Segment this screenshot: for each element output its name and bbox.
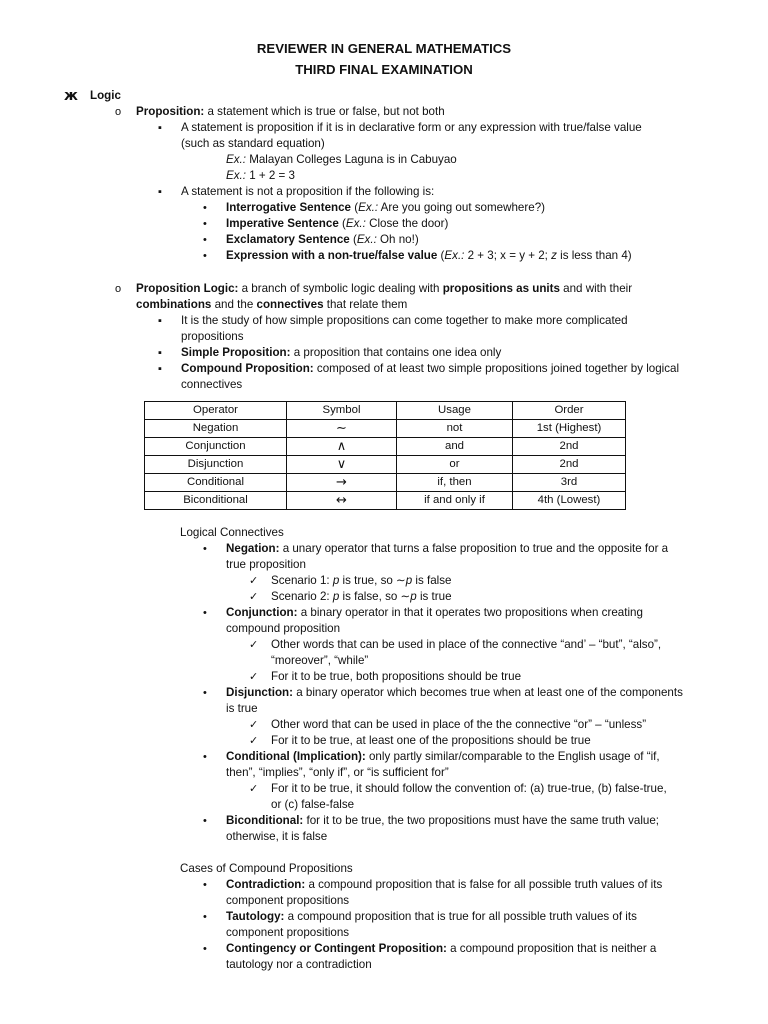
- case-l1: a compound proposition that is neither a: [446, 942, 657, 955]
- square-bullet-icon: ▪: [158, 363, 162, 375]
- table-row: [145, 456, 626, 474]
- checkmark-icon: ✓: [249, 670, 259, 683]
- bullet-icon: •: [203, 218, 207, 230]
- ex2-text: 1 + 2 = 3: [245, 169, 295, 182]
- negation-l2: true proposition: [226, 558, 306, 571]
- circle-bullet-icon: o: [115, 283, 122, 295]
- ex-label: Ex.:: [226, 153, 246, 166]
- conditional-term: Conditional (Implication):: [226, 750, 366, 763]
- example-2: [226, 168, 295, 184]
- bullet-icon: •: [203, 815, 207, 827]
- operators-table: [144, 401, 626, 510]
- disj-c1: Other word that can be used in place of the the connective “or” – “unless”: [271, 718, 647, 731]
- logical-connectives-heading: Logical Connectives: [180, 526, 284, 539]
- biconditional-l1: for it to be true, the two propositions must have the same truth value;: [303, 814, 660, 827]
- square-bullet-icon: ▪: [158, 347, 162, 359]
- checkmark-icon: ✓: [249, 574, 259, 587]
- is-proposition-line-1: A statement is proposition if it is in declarative form or any expression with true/false value: [181, 121, 642, 134]
- item-ex: Ex.:: [358, 201, 379, 214]
- list-item: [0, 248, 768, 264]
- proposition-def: a statement which is true or false, but not both: [204, 105, 445, 118]
- item-pre: (: [351, 201, 359, 214]
- cell: Conjunction: [145, 438, 287, 456]
- simple-prop-def: a proposition that contains one idea only: [290, 346, 502, 359]
- cell-symbol: ∧: [287, 438, 397, 456]
- conditional-l2: then”, “implies”, “only if”, or “is sufficient for”: [226, 766, 449, 779]
- s2p: p: [332, 590, 340, 603]
- case-term: Contingency or Contingent Proposition:: [226, 942, 447, 955]
- s2p2: p: [410, 590, 417, 603]
- s1a: Scenario 1:: [271, 574, 333, 587]
- conjunction-term: Conjunction:: [226, 606, 298, 619]
- item-term: Expression with a non-true/false value: [226, 249, 438, 262]
- cell: Biconditional: [145, 492, 287, 510]
- case-l2: component propositions: [226, 894, 350, 907]
- bullet-icon: •: [203, 234, 207, 246]
- conj-c1-l1: Other words that can be used in place of the connective “and’ – “but”, “also”,: [271, 638, 662, 651]
- pl-l2a: combinations: [136, 298, 212, 311]
- item-term: Imperative Sentence: [226, 217, 339, 230]
- item-z: z: [551, 249, 557, 262]
- cell: Conditional: [145, 474, 287, 492]
- pl-l2c: connectives: [256, 298, 324, 311]
- header-order: Order: [513, 402, 626, 420]
- case-term: Tautology:: [226, 910, 285, 923]
- disjunction-l2: is true: [226, 702, 258, 715]
- conjunction-l1: a binary operator in that it operates two propositions when creating: [297, 606, 643, 619]
- cell: Negation: [145, 420, 287, 438]
- s1p: p: [332, 574, 340, 587]
- checkmark-icon: ✓: [249, 734, 259, 747]
- checkmark-icon: ✓: [249, 718, 259, 731]
- s1b: is true, so ∼: [339, 574, 406, 587]
- is-proposition-line-2: (such as standard equation): [181, 137, 325, 150]
- butterfly-bullet-icon: ж: [64, 88, 78, 104]
- checkmark-icon: ✓: [249, 590, 259, 603]
- ex-label: Ex.:: [226, 169, 246, 182]
- pl-l1c: and with their: [559, 282, 633, 295]
- list-item: [0, 216, 768, 232]
- header-symbol: Symbol: [287, 402, 397, 420]
- case-l2: component propositions: [226, 926, 350, 939]
- bullet-icon: •: [203, 250, 207, 262]
- bullet-icon: •: [203, 911, 207, 923]
- case-term: Contradiction:: [226, 878, 306, 891]
- cell: if and only if: [397, 492, 513, 510]
- cell-symbol: ∨: [287, 456, 397, 474]
- conditional-l1: only partly similar/comparable to the English usage of “if,: [365, 750, 660, 763]
- square-bullet-icon: ▪: [158, 122, 162, 134]
- item-text: Close the door): [365, 217, 449, 230]
- item-pre: (: [349, 233, 357, 246]
- pl-l2d: that relate them: [323, 298, 408, 311]
- pl-l1a: a branch of symbolic logic dealing with: [238, 282, 443, 295]
- cond-c1-l1: For it to be true, it should follow the convention of: (a) true-true, (b) false-true,: [271, 782, 667, 795]
- conjunction-l2: compound proposition: [226, 622, 341, 635]
- s2a: Scenario 2:: [271, 590, 333, 603]
- cases-heading: Cases of Compound Propositions: [180, 862, 353, 875]
- negation-term: Negation:: [226, 542, 280, 555]
- item-ex: Ex.:: [444, 249, 465, 262]
- table-row: [145, 492, 626, 510]
- item-pre: (: [437, 249, 445, 262]
- table-header-row: [145, 402, 626, 420]
- list-item: [0, 200, 768, 216]
- cond-c1-l2: or (c) false-false: [271, 798, 355, 811]
- compound-prop-term: Compound Proposition:: [181, 362, 314, 375]
- disj-c2: For it to be true, at least one of the propositions should be true: [271, 734, 591, 747]
- bullet-icon: •: [203, 751, 207, 763]
- bullet-icon: •: [203, 687, 207, 699]
- cell: and: [397, 438, 513, 456]
- bullet-icon: •: [203, 943, 207, 955]
- square-bullet-icon: ▪: [158, 315, 162, 327]
- cell: if, then: [397, 474, 513, 492]
- proposition-term: Proposition:: [136, 105, 205, 118]
- case-l1: a compound proposition that is false for all possible truth values of its: [305, 878, 663, 891]
- cell-symbol: ↔: [287, 492, 397, 510]
- section-logic-title: Logic: [90, 89, 121, 102]
- table-row: [145, 438, 626, 456]
- pl-l1b: propositions as units: [442, 282, 560, 295]
- disjunction-term: Disjunction:: [226, 686, 293, 699]
- item-text: Oh no!): [376, 233, 419, 246]
- square-bullet-icon: ▪: [158, 186, 162, 198]
- disjunction-l1: a binary operator which becomes true when at least one of the components: [292, 686, 683, 699]
- s2c: is true: [416, 590, 452, 603]
- prop-logic-line-1: [136, 281, 724, 297]
- item-ex: Ex.:: [345, 217, 366, 230]
- cell-symbol: ∼: [287, 420, 397, 438]
- s2b: is false, so ∼: [339, 590, 411, 603]
- item-ex: Ex.:: [356, 233, 377, 246]
- prop-logic-term: Proposition Logic:: [136, 282, 239, 295]
- pl-b1-line-1: It is the study of how simple propositions can come together to make more complicated: [181, 314, 628, 327]
- pl-b1-line-2: propositions: [181, 330, 244, 343]
- item-text: 2 + 3; x = y + 2;: [464, 249, 552, 262]
- example-1: [226, 152, 457, 168]
- checkmark-icon: ✓: [249, 638, 259, 651]
- s1p2: p: [405, 574, 413, 587]
- cell: not: [397, 420, 513, 438]
- cell: 4th (Lowest): [513, 492, 626, 510]
- case-l2: tautology nor a contradiction: [226, 958, 372, 971]
- cell: Disjunction: [145, 456, 287, 474]
- cell-symbol: →: [287, 474, 397, 492]
- biconditional-l2: otherwise, it is false: [226, 830, 328, 843]
- circle-bullet-icon: o: [115, 106, 122, 118]
- s1c: is false: [412, 574, 452, 587]
- cell: 3rd: [513, 474, 626, 492]
- conj-c1-l2: “moreover”, “while”: [271, 654, 369, 667]
- negation-l1: a unary operator that turns a false proposition to true and the opposite for a: [279, 542, 669, 555]
- not-proposition-list: [0, 200, 768, 264]
- item-text: Are you going out somewhere?): [378, 201, 545, 214]
- compound-prop-l1: composed of at least two simple propositions joined together by logical: [313, 362, 680, 375]
- cell: or: [397, 456, 513, 474]
- item-pre: (: [338, 217, 346, 230]
- table-row: [145, 474, 626, 492]
- bullet-icon: •: [203, 879, 207, 891]
- ex1-text: Malayan Colleges Laguna is in Cabuyao: [245, 153, 457, 166]
- table-row: [145, 420, 626, 438]
- header-operator: Operator: [145, 402, 287, 420]
- prop-logic-line-2: [136, 297, 724, 313]
- item-tail: is less than 4): [556, 249, 632, 262]
- item-term: Exclamatory Sentence: [226, 233, 350, 246]
- bullet-icon: •: [203, 607, 207, 619]
- bullet-icon: •: [203, 543, 207, 555]
- cell: 1st (Highest): [513, 420, 626, 438]
- cell: 2nd: [513, 438, 626, 456]
- biconditional-term: Biconditional:: [226, 814, 304, 827]
- checkmark-icon: ✓: [249, 782, 259, 795]
- title-line-2: THIRD FINAL EXAMINATION: [295, 62, 473, 77]
- simple-prop-term: Simple Proposition:: [181, 346, 291, 359]
- not-proposition-text: A statement is not a proposition if the following is:: [181, 185, 435, 198]
- pl-l2b: and the: [211, 298, 257, 311]
- cell: 2nd: [513, 456, 626, 474]
- header-usage: Usage: [397, 402, 513, 420]
- bullet-icon: •: [203, 202, 207, 214]
- compound-prop-l2: connectives: [181, 378, 243, 391]
- item-term: Interrogative Sentence: [226, 201, 351, 214]
- conj-c2: For it to be true, both propositions should be true: [271, 670, 522, 683]
- document-header: [0, 38, 768, 80]
- list-item: [0, 232, 768, 248]
- case-l1: a compound proposition that is true for all possible truth values of its: [284, 910, 637, 923]
- title-line-1: REVIEWER IN GENERAL MATHEMATICS: [256, 41, 512, 56]
